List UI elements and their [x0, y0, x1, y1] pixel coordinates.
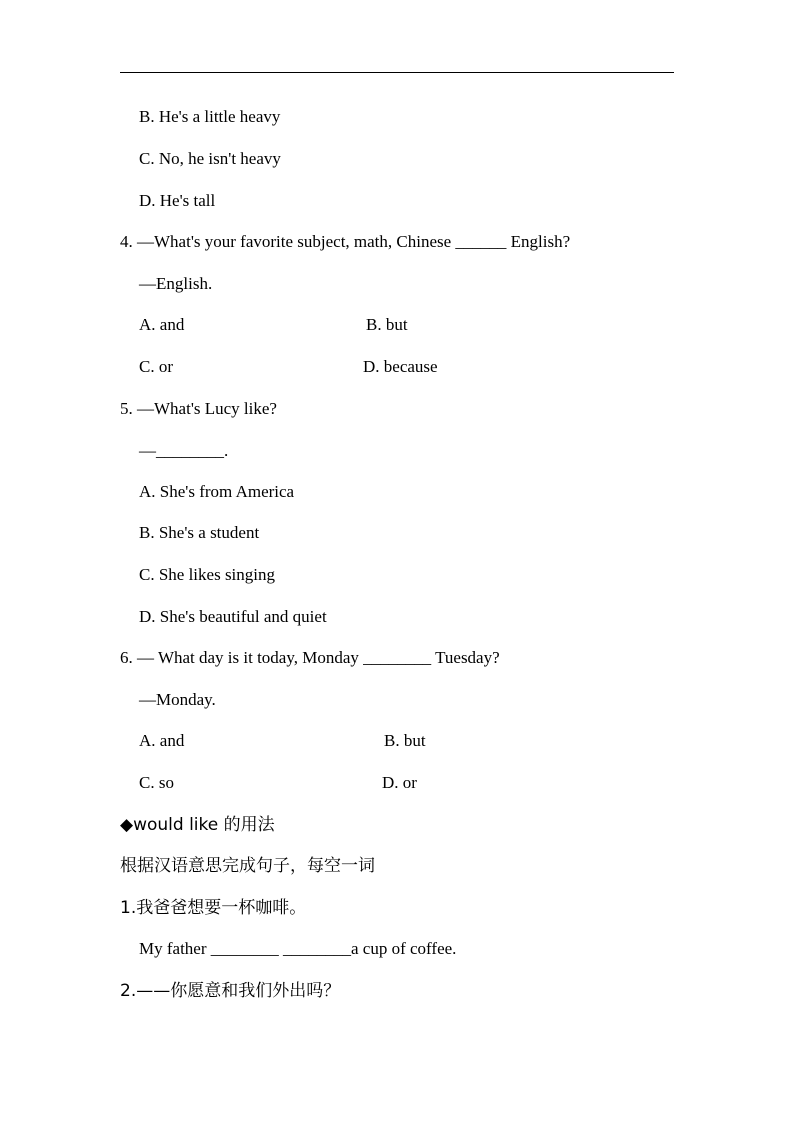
q5-option-b: B. She's a student	[139, 523, 260, 542]
q4-question: 4. —What's your favorite subject, math, Chinese ______ English?	[120, 232, 571, 251]
q5-option-c: C. She likes singing	[139, 565, 276, 584]
section-instruction: 根据汉语意思完成句子，每空一词	[120, 856, 375, 876]
q4-option-b: B. but	[366, 315, 408, 334]
q5-option-a: A. She's from America	[139, 482, 295, 501]
q3-option-d: D. He's tall	[139, 191, 216, 210]
q4-option-c: C. or	[139, 357, 173, 376]
q6-option-d: D. or	[382, 773, 417, 792]
s1-sentence: My father ________ ________a cup of coffee.	[139, 939, 457, 958]
q6-option-c: C. so	[139, 773, 174, 792]
q6-option-b: B. but	[384, 731, 426, 750]
s1-prompt: 1.我爸爸想要一杯咖啡。	[120, 898, 307, 918]
q5-option-d: D. She's beautiful and quiet	[139, 607, 327, 626]
q4-answer: —English.	[139, 274, 213, 293]
header-rule	[120, 72, 674, 73]
q6-question: 6. — What day is it today, Monday ________ Tuesday?	[120, 648, 500, 667]
q3-option-c: C. No, he isn't heavy	[139, 149, 281, 168]
q5-question: 5. —What's Lucy like?	[120, 399, 277, 418]
s2-prompt: 2.——你愿意和我们外出吗？	[120, 981, 341, 1001]
q4-option-a: A. and	[139, 315, 185, 334]
q4-option-d: D. because	[363, 357, 438, 376]
q6-answer: —Monday.	[139, 690, 216, 709]
q6-option-a: A. and	[139, 731, 185, 750]
q3-option-b: B. He's a little heavy	[139, 107, 281, 126]
section-title: ◆would like 的用法	[120, 815, 275, 835]
q5-answer: —________.	[139, 441, 229, 460]
